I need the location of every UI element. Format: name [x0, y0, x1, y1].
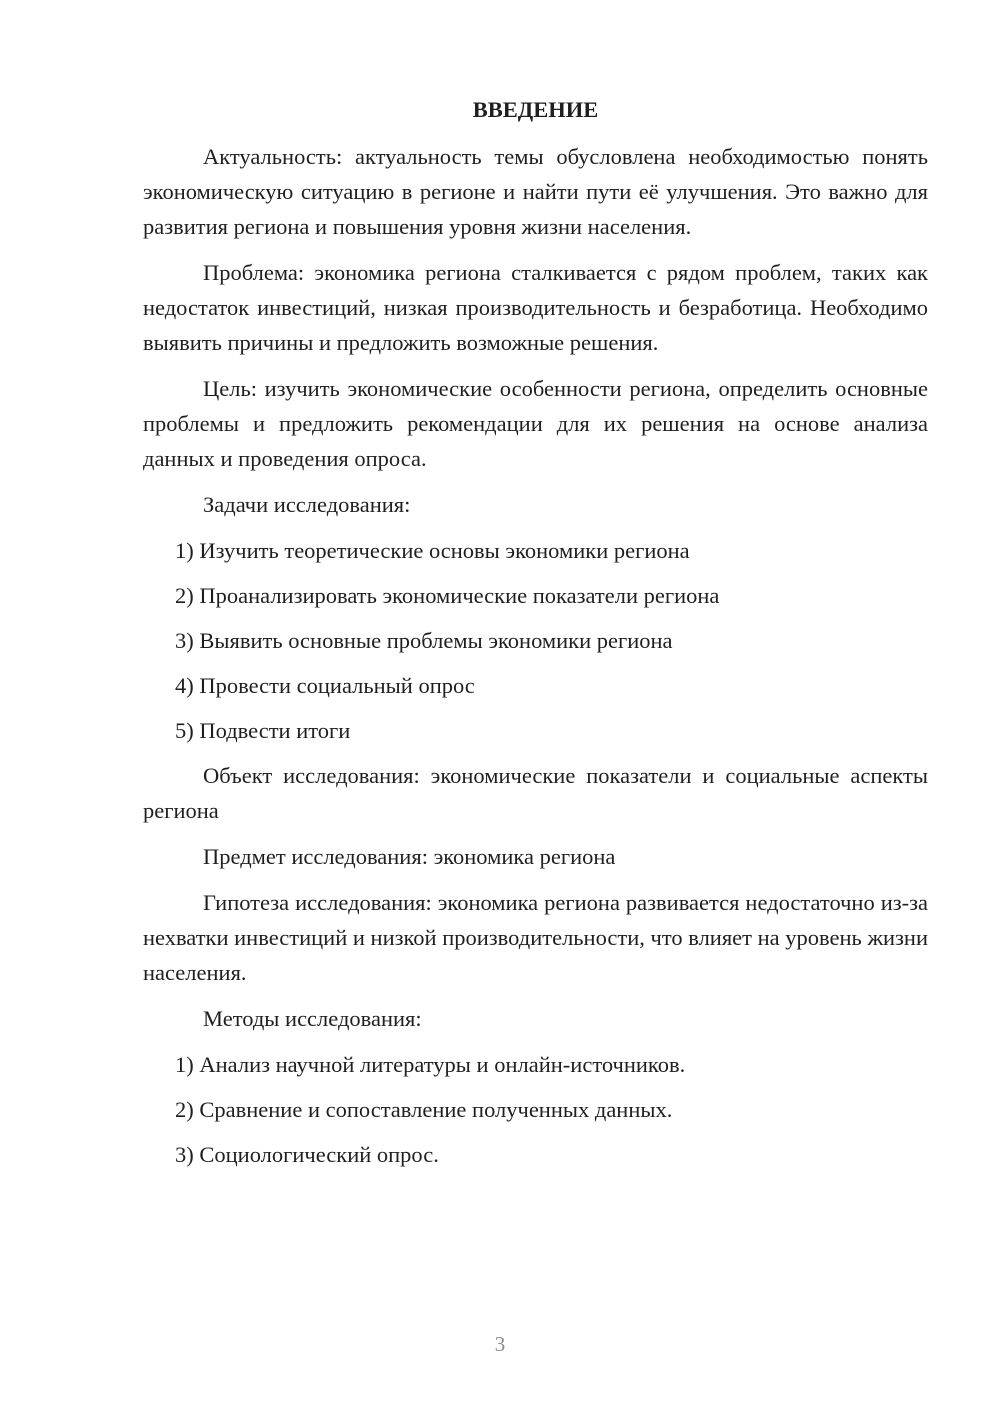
- section-heading: ВВЕДЕНИЕ: [472, 97, 599, 122]
- task-item: 3) Выявить основные проблемы экономики региона: [175, 628, 673, 653]
- page-number: 3: [494, 1332, 506, 1356]
- page-content: [143, 92, 928, 1182]
- problem-paragraph: Проблема: экономика региона сталкивается с рядом проблем, таких как недостаток инвестиций, низкая производительность и безработица. Необходимо выявить причины и предложить возможные решения.: [143, 260, 928, 355]
- method-item: 2) Сравнение и сопоставление полученных данных.: [175, 1097, 673, 1122]
- relevance-paragraph: Актуальность: актуальность темы обусловлена необходимостью понять экономическую ситуацию в регионе и найти пути её улучшения. Это важно для развития региона и повышения уровня жизни населения.: [143, 144, 928, 239]
- task-item: 5) Подвести итоги: [175, 718, 351, 743]
- task-item: 1) Изучить теоретические основы экономики региона: [175, 538, 690, 563]
- tasks-title: Задачи исследования:: [203, 492, 411, 517]
- task-item: 2) Проанализировать экономические показатели региона: [175, 583, 720, 608]
- method-item: 3) Социологический опрос.: [175, 1142, 439, 1167]
- hypothesis-paragraph: Гипотеза исследования: экономика региона развивается недостаточно из-за нехватки инвестиций и низкой производительности, что влияет на уровень жизни населения.: [143, 890, 928, 985]
- method-item: 1) Анализ научной литературы и онлайн-источников.: [175, 1052, 686, 1077]
- methods-title: Методы исследования:: [203, 1006, 422, 1031]
- goal-paragraph: Цель: изучить экономические особенности региона, определить основные проблемы и предложить рекомендации для их решения на основе анализа данных и проведения опроса.: [143, 376, 928, 471]
- subject-paragraph: Предмет исследования: экономика региона: [203, 844, 616, 869]
- task-item: 4) Провести социальный опрос: [175, 673, 475, 698]
- object-paragraph: Объект исследования: экономические показатели и социальные аспекты региона: [143, 763, 928, 823]
